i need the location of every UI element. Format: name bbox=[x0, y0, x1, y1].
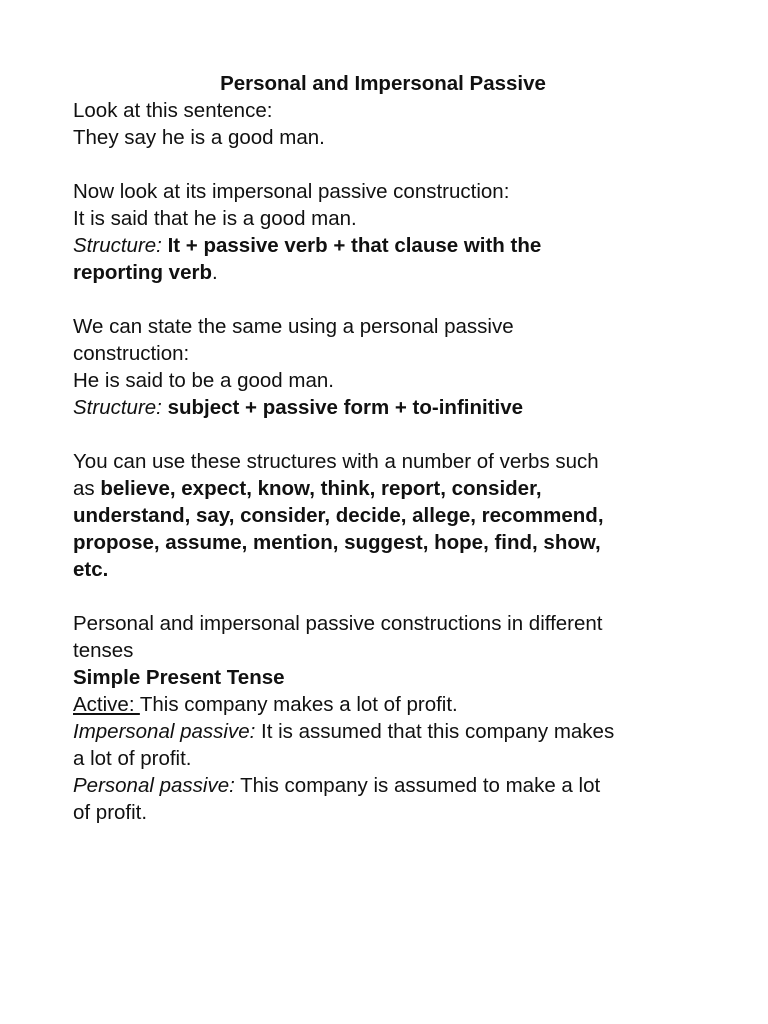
personal-passive-example bbox=[73, 772, 703, 799]
personal-passive-text: This company is assumed to make a lot bbox=[234, 774, 601, 797]
impersonal-intro: Now look at its impersonal passive construction: bbox=[73, 180, 510, 203]
document-page bbox=[73, 70, 703, 826]
active-example bbox=[73, 691, 703, 718]
structure-formula: subject + passive form + to-infinitive bbox=[167, 396, 524, 419]
section-heading: Simple Present Tense bbox=[73, 666, 285, 689]
tenses-intro: Personal and impersonal passive constructions in different bbox=[73, 612, 603, 635]
verbs-intro: You can use these structures with a number of verbs such bbox=[73, 450, 599, 473]
personal-structure bbox=[73, 394, 703, 421]
example-active-sentence: They say he is a good man. bbox=[73, 126, 325, 149]
tenses-intro-cont: tenses bbox=[73, 639, 134, 662]
impersonal-passive-example bbox=[73, 718, 703, 745]
structure-formula-cont: reporting verb bbox=[73, 261, 212, 284]
spacer bbox=[73, 151, 703, 178]
structure-label: Structure: bbox=[73, 396, 162, 419]
personal-passive-example-cont: of profit. bbox=[73, 801, 148, 824]
verbs-prefix: as bbox=[73, 477, 101, 500]
active-label: Active: bbox=[73, 693, 140, 716]
impersonal-passive-text: It is assumed that this company makes bbox=[255, 720, 615, 743]
structure-formula: It + passive verb + that clause with the bbox=[167, 234, 542, 257]
impersonal-passive-label: Impersonal passive: bbox=[73, 720, 256, 743]
spacer bbox=[73, 583, 703, 610]
impersonal-example: It is said that he is a good man. bbox=[73, 207, 357, 230]
impersonal-passive-example-cont: a lot of profit. bbox=[73, 747, 192, 770]
intro-line: Look at this sentence: bbox=[73, 99, 273, 122]
verbs-list-line bbox=[73, 475, 703, 502]
personal-passive-label: Personal passive: bbox=[73, 774, 235, 797]
spacer bbox=[73, 421, 703, 448]
personal-intro: We can state the same using a personal passive bbox=[73, 315, 514, 338]
verbs-list-line: understand, say, consider, decide, allege, recommend, bbox=[73, 504, 604, 527]
structure-label: Structure: bbox=[73, 234, 162, 257]
page-title: Personal and Impersonal Passive bbox=[220, 72, 546, 95]
spacer bbox=[73, 286, 703, 313]
impersonal-structure bbox=[73, 232, 703, 259]
impersonal-structure-cont bbox=[73, 259, 703, 286]
personal-intro-cont: construction: bbox=[73, 342, 190, 365]
verbs-list: believe, expect, know, think, report, consider, bbox=[100, 477, 542, 500]
structure-period: . bbox=[211, 261, 218, 284]
verbs-list-line: etc. bbox=[73, 558, 109, 581]
personal-example: He is said to be a good man. bbox=[73, 369, 334, 392]
active-text: This company makes a lot of profit. bbox=[139, 693, 458, 716]
verbs-list-line: propose, assume, mention, suggest, hope, find, show, bbox=[73, 531, 601, 554]
